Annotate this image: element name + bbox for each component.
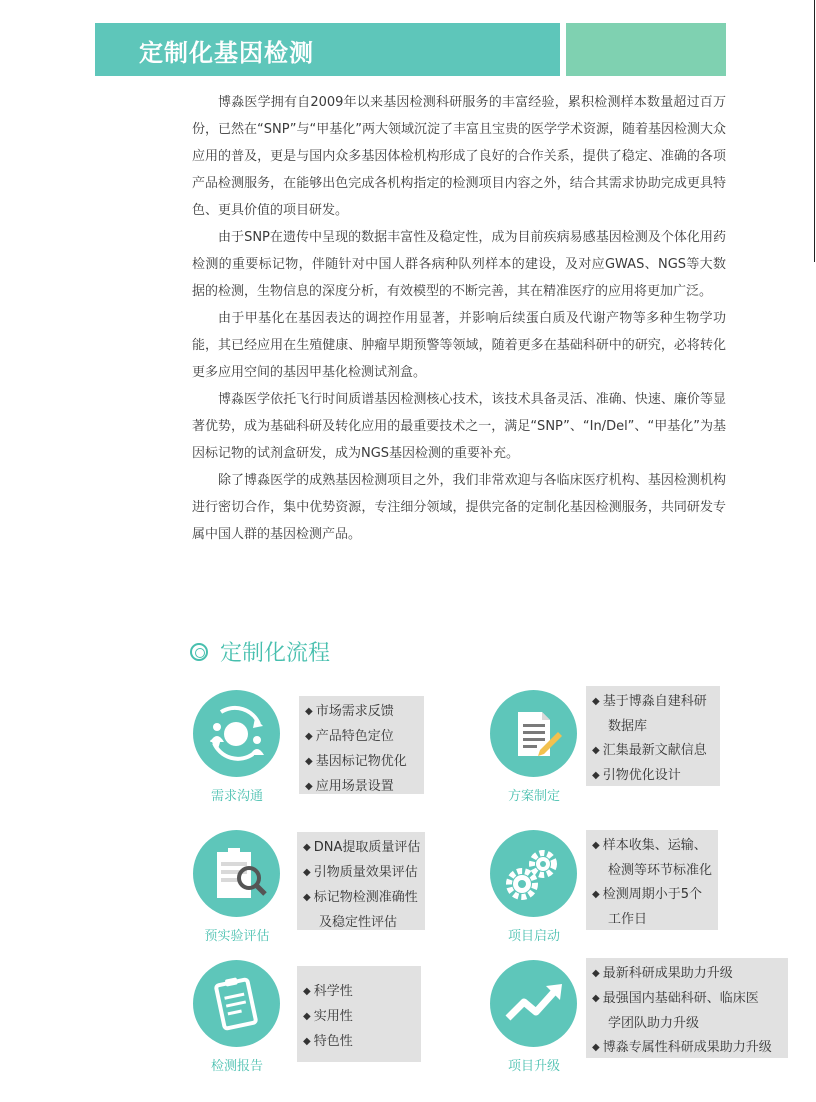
step-detail-item: ◆ 基于博淼自建科研 — [592, 694, 707, 709]
intro-paragraph: 除了博淼医学的成熟基因检测项目之外，我们非常欢迎与各临床医疗机构、基因检测机构进行密切合作，集中优势资源，专注细分领域，提供完备的定制化基因检测服务，共同研发专属中国人群的基因检测产品。 — [192, 473, 726, 542]
report-icon — [193, 960, 280, 1047]
step-detail-item: ◆ 最新科研成果助力升级 — [592, 966, 733, 981]
step-detail-box — [586, 958, 788, 1058]
intro-paragraph: 由于甲基化在基因表达的调控作用显著，并影响后续蛋白质及代谢产物等多种生物学功能，其已经应用在生殖健康、肿瘤早期预警等领域，随着更多在基础科研中的研究，必将转化更多应用空间的基因甲基化检测试剂盒。 — [192, 311, 726, 380]
step-detail-item: 数据库 — [608, 719, 648, 734]
step-detail-item: ◆ 样本收集、运输、 — [592, 838, 707, 853]
step-label: 预实验评估 — [204, 929, 270, 944]
step-detail-item: ◆ 实用性 — [303, 1009, 353, 1024]
step-detail-item: ◆ 最强国内基础科研、临床医 — [592, 991, 759, 1006]
step-detail-item: ◆ 基因标记物优化 — [305, 754, 407, 769]
step-detail-box — [299, 696, 424, 794]
intro-text — [192, 89, 726, 548]
step-detail-item: 及稳定性评估 — [319, 915, 398, 930]
step-detail-box — [586, 830, 718, 930]
page-title: 定制化基因检测 — [139, 39, 314, 67]
people-cycle-icon — [193, 690, 280, 777]
step-detail-item: ◆ 特色性 — [303, 1034, 353, 1049]
step-detail-item: ◆ 检测周期小于5个 — [592, 887, 702, 902]
step-detail-item: ◆ 标记物检测准确性 — [303, 890, 418, 905]
step-detail-item: ◆ 应用场景设置 — [305, 779, 394, 794]
step-detail-item: ◆ 引物优化设计 — [592, 768, 681, 783]
step-detail-item: 工作日 — [608, 912, 648, 927]
step-detail-item: ◆ 市场需求反馈 — [305, 704, 394, 719]
gears-icon — [490, 830, 577, 917]
step-detail-box — [586, 686, 720, 786]
process-heading-text: 定制化流程 — [220, 641, 331, 666]
header-accent-block — [566, 23, 726, 76]
process-heading — [190, 636, 330, 667]
step-detail-item: ◆ 引物质量效果评估 — [303, 865, 418, 880]
header-bar — [95, 23, 560, 76]
trend-up-icon — [490, 960, 577, 1047]
intro-paragraph: 博淼医学依托飞行时间质谱基因检测核心技术，该技术具备灵活、准确、快速、廉价等显著优势，成为基础科研及转化应用的最重要技术之一，满足“SNP”、“In/Del”、“甲基化”为基因标记物的试剂盒研发，成为NGS基因检测的重要补充。 — [192, 392, 726, 461]
clipboard-magnifier-icon — [193, 830, 280, 917]
step-label: 方案制定 — [507, 789, 560, 804]
ring-bullet-icon — [190, 643, 208, 661]
step-label: 需求沟通 — [210, 789, 263, 804]
document-pen-icon — [490, 690, 577, 777]
step-detail-item: ◆ 汇集最新文献信息 — [592, 743, 707, 758]
step-label: 项目升级 — [507, 1059, 560, 1074]
step-detail-item: ◆ 产品特色定位 — [305, 729, 394, 744]
step-detail-item: ◆ DNA提取质量评估 — [303, 840, 421, 855]
step-detail-item: ◆ 博淼专属性科研成果助力升级 — [592, 1040, 772, 1055]
intro-paragraph: 由于SNP在遗传中呈现的数据丰富性及稳定性，成为目前疾病易感基因检测及个体化用药检测的重要标记物，伴随针对中国人群各病种队列样本的建设，及对应GWAS、NGS等大数据的检测，生物信息的深度分析，有效模型的不断完善，其在精准医疗的应用将更加广泛。 — [192, 230, 726, 299]
step-detail-item: 检测等环节标准化 — [608, 863, 713, 878]
step-detail-item: ◆ 科学性 — [303, 984, 353, 999]
step-label: 检测报告 — [210, 1059, 263, 1074]
intro-paragraph: 博淼医学拥有自2009年以来基因检测科研服务的丰富经验，累积检测样本数量超过百万份，已然在“SNP”与“甲基化”两大领域沉淀了丰富且宝贵的医学学术资源，随着基因检测大众应用的普及，更是与国内众多基因体检机构形成了良好的合作关系，提供了稳定、准确的各项产品检测服务，在能够出色完成各机构指定的检测项目内容之外，结合其需求协助完成更具特色、更具价值的项目研发。 — [192, 95, 726, 218]
step-detail-box — [297, 832, 425, 930]
step-detail-item: 学团队助力升级 — [608, 1016, 700, 1031]
step-detail-box — [297, 966, 421, 1062]
page-edge-rule — [814, 0, 815, 262]
step-label: 项目启动 — [507, 929, 560, 944]
